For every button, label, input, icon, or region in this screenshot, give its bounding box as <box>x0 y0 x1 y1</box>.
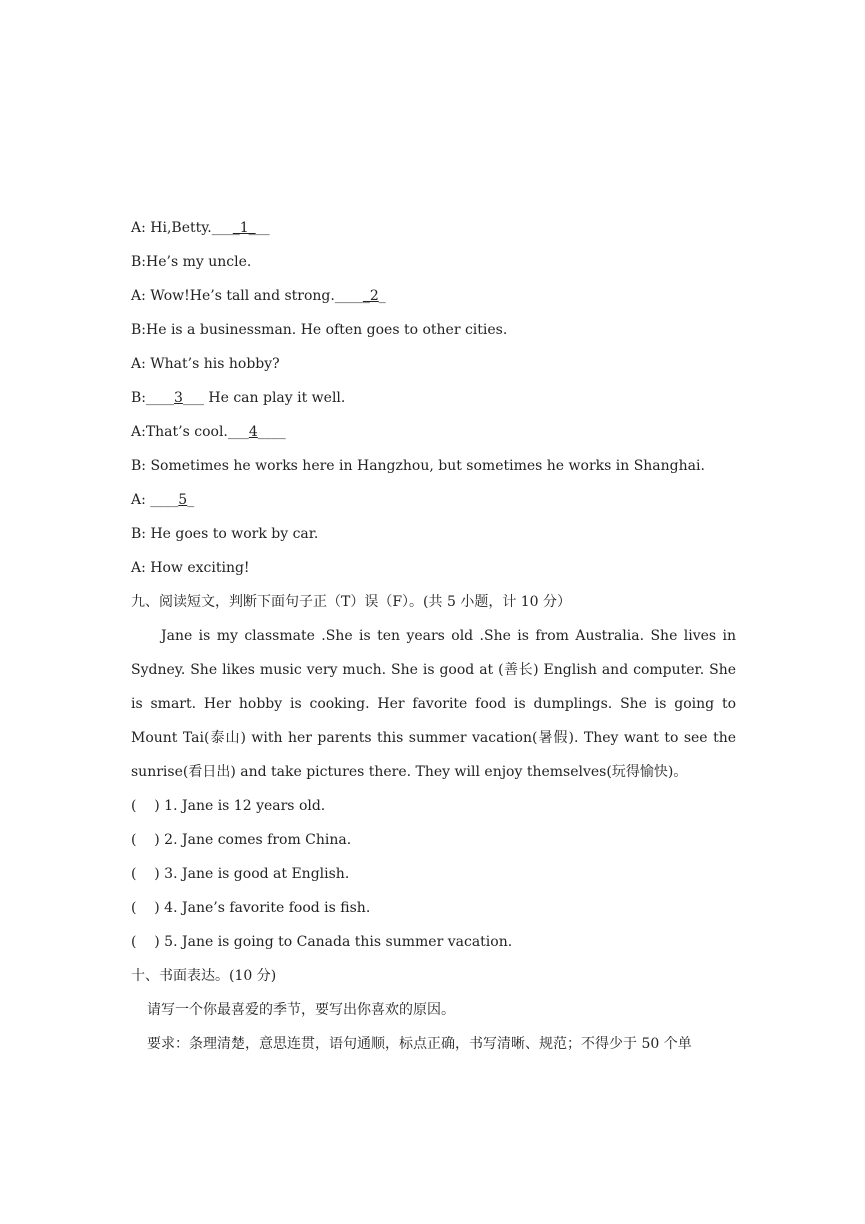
dialogue-text-after: He can play it well. <box>203 390 346 406</box>
dialogue-text: A: How exciting! <box>131 560 250 576</box>
dialogue-text: A: <box>131 492 151 508</box>
dialogue <box>131 211 736 585</box>
blank-underscore: ____ <box>334 288 363 304</box>
dialogue-text: B:He’s my uncle. <box>131 254 252 270</box>
blank-underscore: ___ <box>211 220 233 236</box>
true-false-question[interactable]: ( ) 1. Jane is 12 years old. <box>131 798 326 814</box>
dialogue-text: A: Wow!He’s tall and strong. <box>131 288 335 304</box>
question-list <box>131 789 736 959</box>
answer-blank[interactable] <box>212 220 270 236</box>
dialogue-text: B:He is a businessman. He often goes to other cities. <box>131 322 508 338</box>
section10-heading: 十、书面表达。(10 分) <box>131 968 277 984</box>
blank-underscore: _ <box>378 288 386 304</box>
dialogue-text: B: Sometimes he works here in Hangzhou, but sometimes he works in Shanghai. <box>131 458 705 474</box>
blank-underscore: __ <box>255 220 270 236</box>
dialogue-text: A:That’s cool. <box>131 424 228 440</box>
dialogue-line <box>131 347 736 381</box>
section9-heading: 九、阅读短文，判断下面句子正（T）误（F）。(共 5 小题，计 10 分） <box>131 594 572 610</box>
dialogue-line <box>131 415 736 449</box>
dialogue-line <box>131 245 736 279</box>
dialogue-line <box>131 449 736 483</box>
answer-blank[interactable] <box>150 492 194 508</box>
blank-underscore: ____ <box>146 390 175 406</box>
blank-underscore: ___ <box>227 424 249 440</box>
writing-prompt: 请写一个你最喜爱的季节，要写出你喜欢的原因。 <box>147 1002 455 1018</box>
dialogue-line <box>131 517 736 551</box>
blank-number: _1_ <box>232 220 256 236</box>
dialogue-line <box>131 551 736 585</box>
answer-blank[interactable] <box>228 424 286 440</box>
blank-underscore: _ <box>187 492 195 508</box>
blank-number: _2 <box>362 288 379 304</box>
answer-blank[interactable] <box>146 390 204 406</box>
blank-underscore: ___ <box>182 390 204 406</box>
true-false-question[interactable]: ( ) 5. Jane is going to Canada this summer vacation. <box>131 934 513 950</box>
dialogue-line <box>131 211 736 245</box>
dialogue-text: B: <box>131 390 147 406</box>
writing-requirements: 要求：条理清楚，意思连贯，语句通顺，标点正确，书写清晰、规范；不得少于 50 个单 <box>147 1036 692 1052</box>
dialogue-text: A: Hi,Betty. <box>131 220 212 236</box>
dialogue-line <box>131 279 736 313</box>
worksheet-page <box>131 211 736 1061</box>
answer-blank[interactable] <box>335 288 386 304</box>
true-false-question[interactable]: ( ) 3. Jane is good at English. <box>131 866 350 882</box>
true-false-question[interactable]: ( ) 4. Jane’s favorite food is fish. <box>131 900 371 916</box>
dialogue-text: B: He goes to work by car. <box>131 526 319 542</box>
blank-number: 5 <box>178 492 188 508</box>
blank-number: 3 <box>174 390 183 406</box>
dialogue-text: A: What’s his hobby? <box>131 356 280 372</box>
dialogue-line <box>131 381 736 415</box>
dialogue-line <box>131 483 736 517</box>
blank-underscore: ____ <box>257 424 286 440</box>
blank-number: 4 <box>248 424 258 440</box>
reading-passage: Jane is my classmate .She is ten years old .She is from Australia. She lives in Sydney. She likes music very much. She is good at (善长) English and computer. She is smart. Her hobby is cooking. Her favorite food is dumplings. She is going to Mount Tai(泰山) with her parents this summer vacation(暑假). They want to see the sunrise(看日出) and take pictures there. They will enjoy themselves(玩得愉快)。 <box>131 628 736 780</box>
true-false-question[interactable]: ( ) 2. Jane comes from China. <box>131 832 352 848</box>
blank-underscore: ____ <box>150 492 179 508</box>
dialogue-line <box>131 313 736 347</box>
